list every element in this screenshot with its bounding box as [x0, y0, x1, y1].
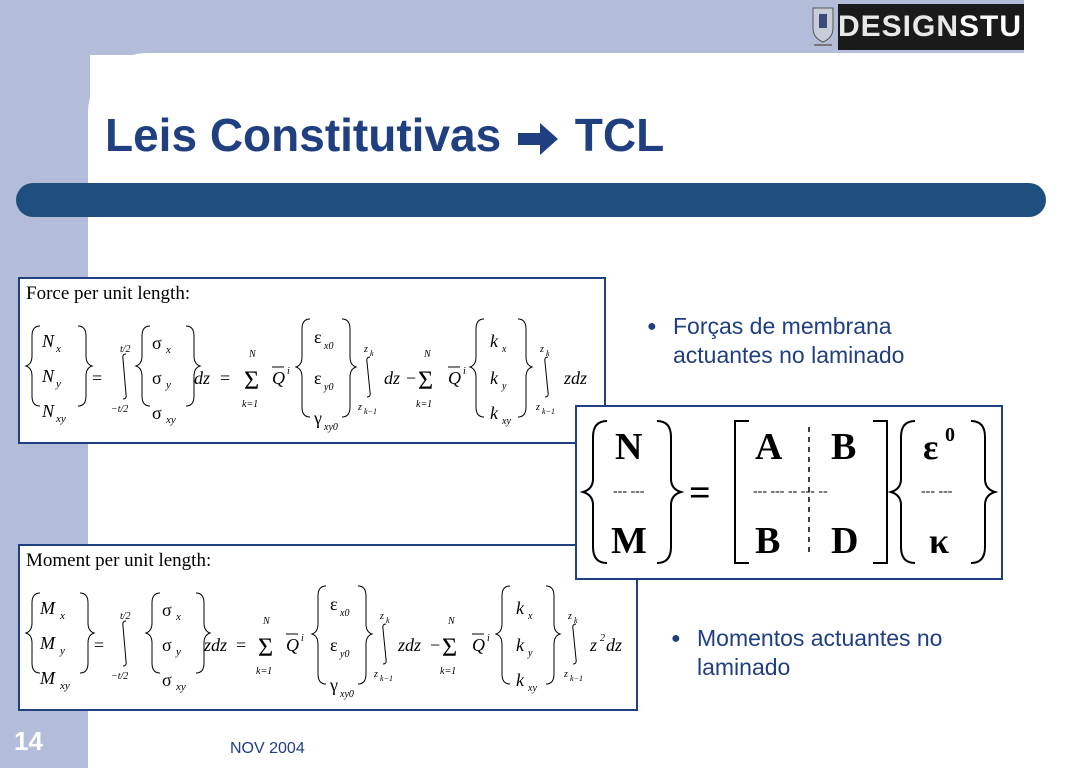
svg-text:N: N — [424, 349, 431, 360]
svg-text:xy0: xy0 — [340, 689, 354, 700]
svg-text:ε: ε — [330, 635, 338, 655]
svg-text:x: x — [528, 611, 533, 622]
svg-text:k−1: k−1 — [364, 407, 377, 416]
svg-text:ε: ε — [314, 368, 322, 388]
svg-text:σ: σ — [162, 635, 172, 655]
svg-text:y0: y0 — [324, 382, 334, 393]
matrix-m: M — [611, 520, 647, 562]
svg-text:xy0: xy0 — [324, 422, 338, 433]
abd-matrix-equation — [577, 407, 1001, 578]
svg-text:zdz: zdz — [398, 635, 422, 655]
svg-text:=: = — [92, 368, 103, 388]
svg-text:y: y — [176, 646, 181, 658]
svg-text:k: k — [490, 403, 498, 423]
svg-text:xy: xy — [528, 683, 537, 694]
svg-text:z: z — [364, 344, 368, 355]
svg-text:M: M — [40, 598, 55, 618]
svg-text:Σ: Σ — [244, 366, 260, 395]
svg-text:z: z — [564, 669, 568, 680]
svg-text:σ: σ — [162, 670, 172, 690]
svg-text:k−1: k−1 — [542, 407, 555, 416]
svg-text:zdz: zdz — [204, 635, 228, 655]
svg-text:x: x — [166, 344, 171, 356]
svg-text:t/2: t/2 — [120, 611, 131, 622]
svg-text:σ: σ — [152, 333, 162, 353]
svg-text:i: i — [463, 366, 466, 377]
svg-text:k=1: k=1 — [440, 666, 457, 677]
svg-text:M: M — [40, 633, 55, 653]
svg-text:Σ: Σ — [442, 633, 458, 662]
svg-text:N: N — [42, 401, 55, 421]
right-brace-close-icon — [971, 421, 995, 563]
svg-text:k=1: k=1 — [256, 666, 273, 677]
svg-text:σ: σ — [152, 403, 162, 423]
matrix-d: D — [831, 520, 859, 562]
moment-equation — [20, 546, 636, 709]
svg-text:Q: Q — [286, 635, 299, 655]
svg-text:x0: x0 — [340, 608, 350, 619]
svg-text:ε: ε — [314, 327, 322, 347]
svg-text:Σ: Σ — [418, 366, 434, 395]
svg-text:N: N — [42, 366, 55, 386]
svg-text:y: y — [502, 381, 507, 392]
matrix-b-bottom: B — [755, 520, 781, 562]
bullet-moments: ● Momentos actuantes no laminado — [671, 625, 943, 680]
svg-text:k−1: k−1 — [570, 674, 583, 683]
svg-text:N: N — [249, 349, 256, 360]
svg-text:--- ---: --- --- — [613, 484, 645, 499]
matrix-equals: = — [689, 472, 711, 514]
svg-text:--- --- -- --- --: --- --- -- --- -- — [753, 484, 828, 499]
svg-text:σ: σ — [162, 600, 172, 620]
svg-text:y: y — [528, 648, 533, 659]
svg-text:k: k — [370, 349, 374, 358]
svg-text:zdz: zdz — [564, 368, 588, 388]
svg-text:σ: σ — [152, 368, 162, 388]
svg-text:z: z — [358, 402, 362, 413]
svg-text:dz: dz — [194, 368, 211, 388]
svg-text:k=1: k=1 — [416, 399, 433, 410]
svg-text:k: k — [516, 670, 524, 690]
page-number: 14 — [14, 726, 43, 756]
svg-text:y: y — [166, 379, 171, 391]
svg-text:2: 2 — [600, 633, 605, 644]
abd-matrix-box — [575, 405, 1003, 580]
svg-text:t/2: t/2 — [120, 344, 131, 355]
matrix-epsilon: ε — [923, 427, 939, 467]
svg-text:x0: x0 — [324, 341, 334, 352]
svg-text:xy: xy — [166, 414, 176, 426]
svg-text:i: i — [287, 366, 290, 377]
left-brace-close-icon — [657, 421, 681, 563]
svg-text:x: x — [502, 344, 507, 355]
svg-text:k=1: k=1 — [242, 399, 259, 410]
svg-text:x: x — [176, 611, 181, 623]
moment-equation-box — [18, 544, 638, 711]
svg-text:dz: dz — [606, 635, 623, 655]
left-brace-open-icon — [583, 421, 607, 563]
svg-text:N: N — [448, 616, 455, 627]
svg-text:ε: ε — [330, 594, 338, 614]
bullet-dot-icon: ● — [671, 630, 681, 647]
page-title: Leis Constitutivas TCL — [105, 109, 665, 161]
svg-text:dz: dz — [384, 368, 401, 388]
matrix-n: N — [615, 426, 643, 468]
matrix-epsilon-sup: 0 — [945, 424, 955, 446]
svg-text:k: k — [546, 349, 550, 358]
force-equation — [20, 279, 604, 442]
svg-text:y0: y0 — [340, 649, 350, 660]
svg-text:Q: Q — [472, 635, 485, 655]
svg-text:k: k — [516, 598, 524, 618]
svg-text:k: k — [490, 331, 498, 351]
svg-text:z: z — [536, 402, 540, 413]
svg-text:xy: xy — [56, 413, 66, 425]
svg-text:z: z — [590, 635, 598, 655]
svg-text:z: z — [380, 611, 384, 622]
svg-text:i: i — [487, 633, 490, 644]
arrow-right-icon — [514, 119, 562, 159]
svg-text:y: y — [56, 378, 61, 390]
svg-text:−t/2: −t/2 — [111, 404, 129, 415]
svg-text:Σ: Σ — [258, 633, 274, 662]
bullet-membrane-forces: ● Forças de membrana actuantes no laminado — [647, 313, 905, 368]
svg-text:k−1: k−1 — [380, 674, 393, 683]
svg-text:x: x — [60, 610, 65, 622]
right-brace-open-icon — [891, 421, 915, 563]
svg-text:xy: xy — [502, 416, 511, 427]
svg-text:γ: γ — [330, 675, 338, 695]
svg-text:xy: xy — [60, 680, 70, 692]
logo-wordmark: DESIGNSTUDIO — [838, 4, 1024, 50]
svg-text:=: = — [220, 368, 231, 388]
svg-text:--- ---: --- --- — [921, 484, 953, 499]
svg-text:γ: γ — [314, 408, 322, 428]
matrix-b-top: B — [831, 426, 857, 468]
title-underline-bar — [16, 183, 1046, 217]
bullet-dot-icon: ● — [647, 318, 657, 335]
svg-text:=: = — [94, 635, 105, 655]
svg-text:z: z — [540, 344, 544, 355]
svg-text:z: z — [374, 669, 378, 680]
moment-label: Moment per unit length: — [26, 550, 212, 571]
svg-text:z: z — [568, 611, 572, 622]
svg-text:N: N — [263, 616, 270, 627]
svg-text:x: x — [56, 343, 61, 355]
svg-text:k: k — [574, 616, 578, 625]
svg-text:N: N — [42, 331, 55, 351]
svg-text:Q: Q — [272, 368, 285, 388]
force-label: Force per unit length: — [26, 283, 191, 304]
svg-text:M: M — [40, 668, 55, 688]
logo — [804, 0, 1078, 55]
svg-text:−: − — [430, 635, 441, 655]
svg-text:xy: xy — [176, 681, 186, 693]
svg-text:−: − — [406, 368, 417, 388]
svg-text:Q: Q — [448, 368, 461, 388]
svg-text:−t/2: −t/2 — [111, 671, 129, 682]
svg-text:y: y — [60, 645, 65, 657]
svg-text:k: k — [386, 616, 390, 625]
matrix-kappa: κ — [929, 521, 949, 561]
university-shield-icon — [810, 6, 836, 48]
svg-text:i: i — [301, 633, 304, 644]
force-equation-box — [18, 277, 606, 444]
footer-date: NOV 2004 — [230, 740, 305, 757]
svg-text:k: k — [490, 368, 498, 388]
svg-text:k: k — [516, 635, 524, 655]
matrix-a: A — [755, 426, 783, 468]
svg-text:=: = — [236, 635, 247, 655]
